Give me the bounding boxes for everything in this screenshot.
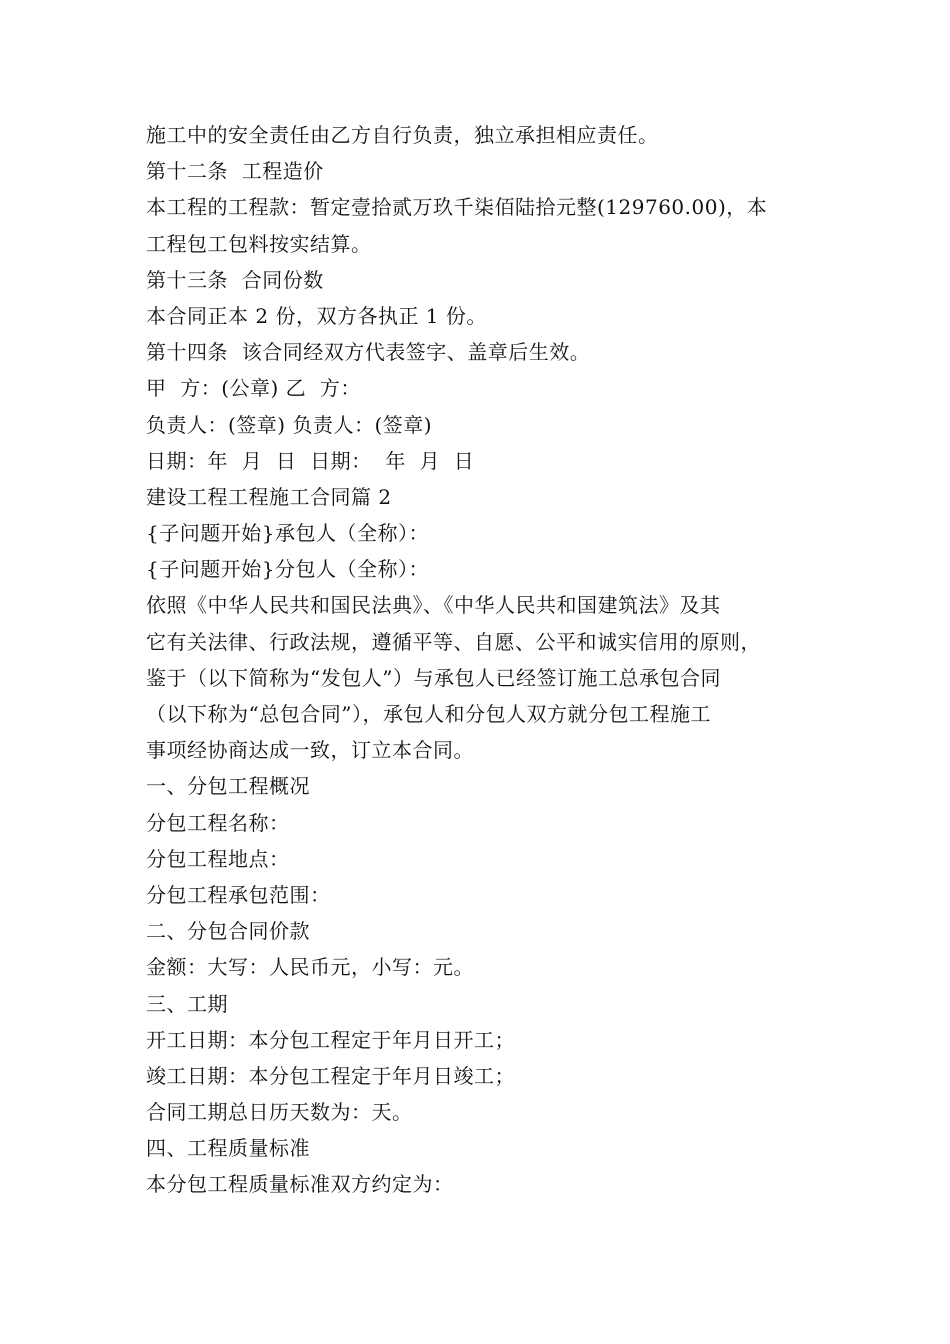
text-line: 依照《中华人民共和国民法典》、《中华人民共和国建筑法》及其 [146,593,721,618]
field-line: 分包工程名称： [146,810,290,835]
signature-line: 甲 方：(公章) 乙 方： [146,376,361,401]
text-line: 鉴于（以下简称为“发包人”）与承包人已经签订施工总承包合同 [146,665,721,690]
signature-line: 负责人：(签章) 负责人：(签章) [146,412,433,437]
text-line: 它有关法律、行政法规，遵循平等、自愿、公平和诚实信用的原则， [146,629,761,654]
text-line: 工程包工包料按实结算。 [146,231,372,256]
field-line: 竣工日期：本分包工程定于年月日竣工； [146,1063,515,1088]
field-line: 开工日期：本分包工程定于年月日开工； [146,1027,515,1052]
section-heading: 一、分包工程概况 [146,774,310,799]
text-line: 施工中的安全责任由乙方自行负责，独立承担相应责任。 [146,123,659,147]
field-line: 金额：大写：人民币元，小写：元。 [146,955,474,980]
section-heading: 四、工程质量标准 [146,1136,310,1161]
date-line: 日期：年 月 日 日期： 年 月 日 [146,448,475,473]
party-line: {子问题开始}承包人（全称）： [146,521,429,546]
section-heading: 第十二条 工程造价 [146,159,324,184]
document-body [146,117,826,1203]
document-title: 建设工程工程施工合同篇 2 [146,484,392,509]
text-line: 本合同正本 2 份，双方各执正 1 份。 [146,303,487,328]
text-line: （以下称为“总包合同”），承包人和分包人双方就分包工程施工 [146,702,711,726]
field-line: 合同工期总日历天数为：天。 [146,1100,413,1125]
field-line: 分包工程承包范围： [146,882,331,907]
field-line: 本分包工程质量标准双方约定为： [146,1172,454,1197]
party-line: {子问题开始}分包人（全称）： [146,557,429,582]
section-heading: 三、工期 [146,991,228,1016]
section-heading: 二、分包合同价款 [146,919,310,944]
section-heading: 第十四条 该合同经双方代表签字、盖章后生效。 [146,340,591,365]
section-heading: 第十三条 合同份数 [146,267,324,292]
field-line: 分包工程地点： [146,846,290,871]
text-line: 事项经协商达成一致，订立本合同。 [146,738,474,763]
text-line: 本工程的工程款：暂定壹拾贰万玖千柒佰陆拾元整(129760.00)，本 [146,195,768,220]
